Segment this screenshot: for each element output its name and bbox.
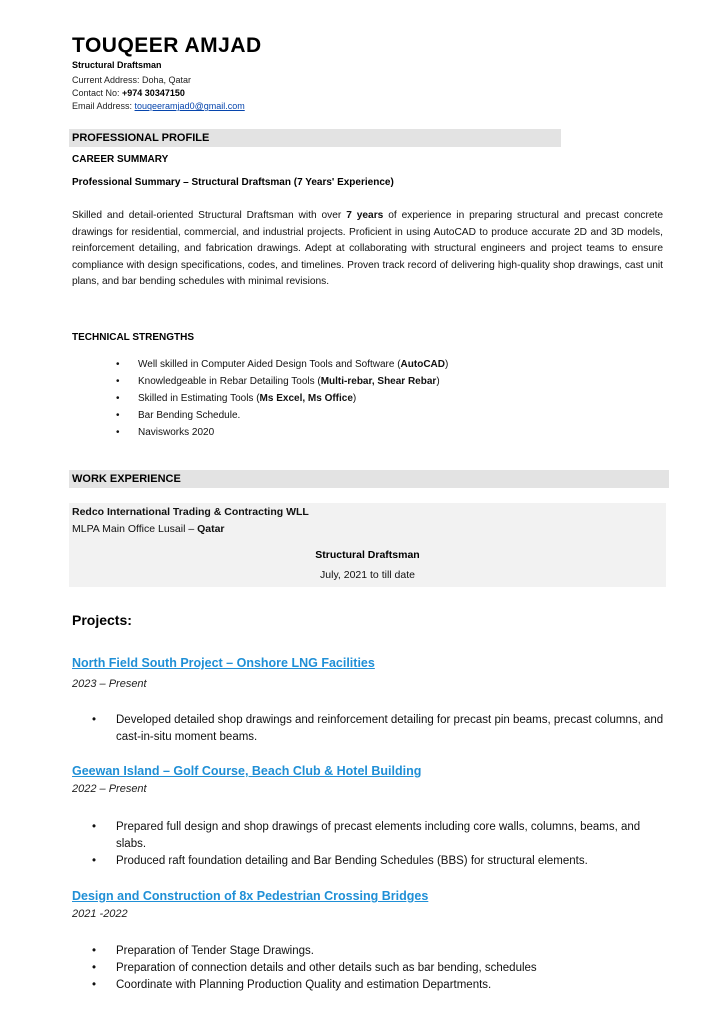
contact-value: +974 30347150 <box>122 88 185 98</box>
summary-heading: Professional Summary – Structural Draftsman (7 Years' Experience) <box>72 177 394 188</box>
job-position: Structural Draftsman <box>315 549 420 561</box>
project-bullets <box>72 712 666 746</box>
company-location <box>72 523 225 535</box>
summary-text-end: of experience in preparing structural and precast concrete drawings for residential, commercial, and industrial projects. Proficient in using AutoCAD to produce accurate 2D and 3D models, reinforcement detailing, and fabrication drawings. Adept at collaborating with structural engineers and project teams to ensure compliance with design specifications, codes, and timelines. Proven track record of delivering high-quality shop drawings, cast unit plans, and bar bending schedules with minimal revisions. <box>72 210 664 287</box>
list-item: • Knowledgeable in Rebar Detailing Tools (Multi-rebar, Shear Rebar) <box>116 373 616 390</box>
location-country: Qatar <box>197 523 225 535</box>
candidate-name: TOUQEER AMJAD <box>72 34 262 57</box>
summary-paragraph <box>72 208 663 291</box>
section-work-experience: WORK EXPERIENCE <box>69 470 669 488</box>
address-value: Doha, Qatar <box>142 75 192 85</box>
strengths-list <box>116 356 616 441</box>
project-date: 2021 -2022 <box>72 908 128 920</box>
contact-label: Contact No: <box>72 88 123 98</box>
job-period: July, 2021 to till date <box>320 569 415 581</box>
section-professional-profile: PROFESSIONAL PROFILE <box>69 129 561 147</box>
contact-block <box>72 74 245 113</box>
list-item: • Navisworks 2020 <box>116 424 616 441</box>
project-title-north-field[interactable]: North Field South Project – Onshore LNG Facilities <box>72 656 375 670</box>
project-title-geewan-island[interactable]: Geewan Island – Golf Course, Beach Club & Hotel Building <box>72 764 422 778</box>
email-label: Email Address: <box>72 101 135 111</box>
list-item: • Coordinate with Planning Production Quality and estimation Departments. <box>72 977 666 994</box>
summary-text-start: Skilled and detail-oriented Structural Draftsman with over <box>72 210 347 221</box>
list-item: • Well skilled in Computer Aided Design Tools and Software (AutoCAD) <box>116 356 616 373</box>
contact-line <box>72 87 245 100</box>
list-item: • Developed detailed shop drawings and reinforcement detailing for precast pin beams, precast columns, and cast-in-situ moment beams. <box>72 712 666 746</box>
company-name: Redco International Trading & Contracting WLL <box>72 506 309 518</box>
project-date: 2022 – Present <box>72 783 147 795</box>
project-date: 2023 – Present <box>72 678 147 690</box>
technical-strengths-heading: TECHNICAL STRENGTHS <box>72 332 195 343</box>
project-bullets <box>72 819 666 870</box>
list-item: • Skilled in Estimating Tools (Ms Excel, Ms Office) <box>116 390 616 407</box>
summary-years: 7 years <box>346 210 384 221</box>
email-link[interactable]: touqeeramjad0@gmail.com <box>134 101 245 111</box>
list-item: • Preparation of connection details and other details such as bar bending, schedules <box>72 960 666 977</box>
candidate-role: Structural Draftsman <box>72 60 162 70</box>
list-item: • Bar Bending Schedule. <box>116 407 616 424</box>
projects-heading: Projects: <box>72 612 132 628</box>
career-summary-heading: CAREER SUMMARY <box>72 154 169 165</box>
list-item: • Preparation of Tender Stage Drawings. <box>72 943 666 960</box>
address-line <box>72 74 245 87</box>
work-entry-box <box>69 503 666 587</box>
list-item: • Produced raft foundation detailing and Bar Bending Schedules (BBS) for structural elements. <box>72 853 666 870</box>
location-text: MLPA Main Office Lusail – <box>72 523 198 535</box>
email-line <box>72 100 245 113</box>
project-bullets <box>72 943 666 994</box>
list-item: • Prepared full design and shop drawings of precast elements including core walls, columns, beams, and slabs. <box>72 819 666 853</box>
project-title-pedestrian-bridges[interactable]: Design and Construction of 8x Pedestrian Crossing Bridges <box>72 889 429 903</box>
address-label: Current Address: <box>72 75 143 85</box>
